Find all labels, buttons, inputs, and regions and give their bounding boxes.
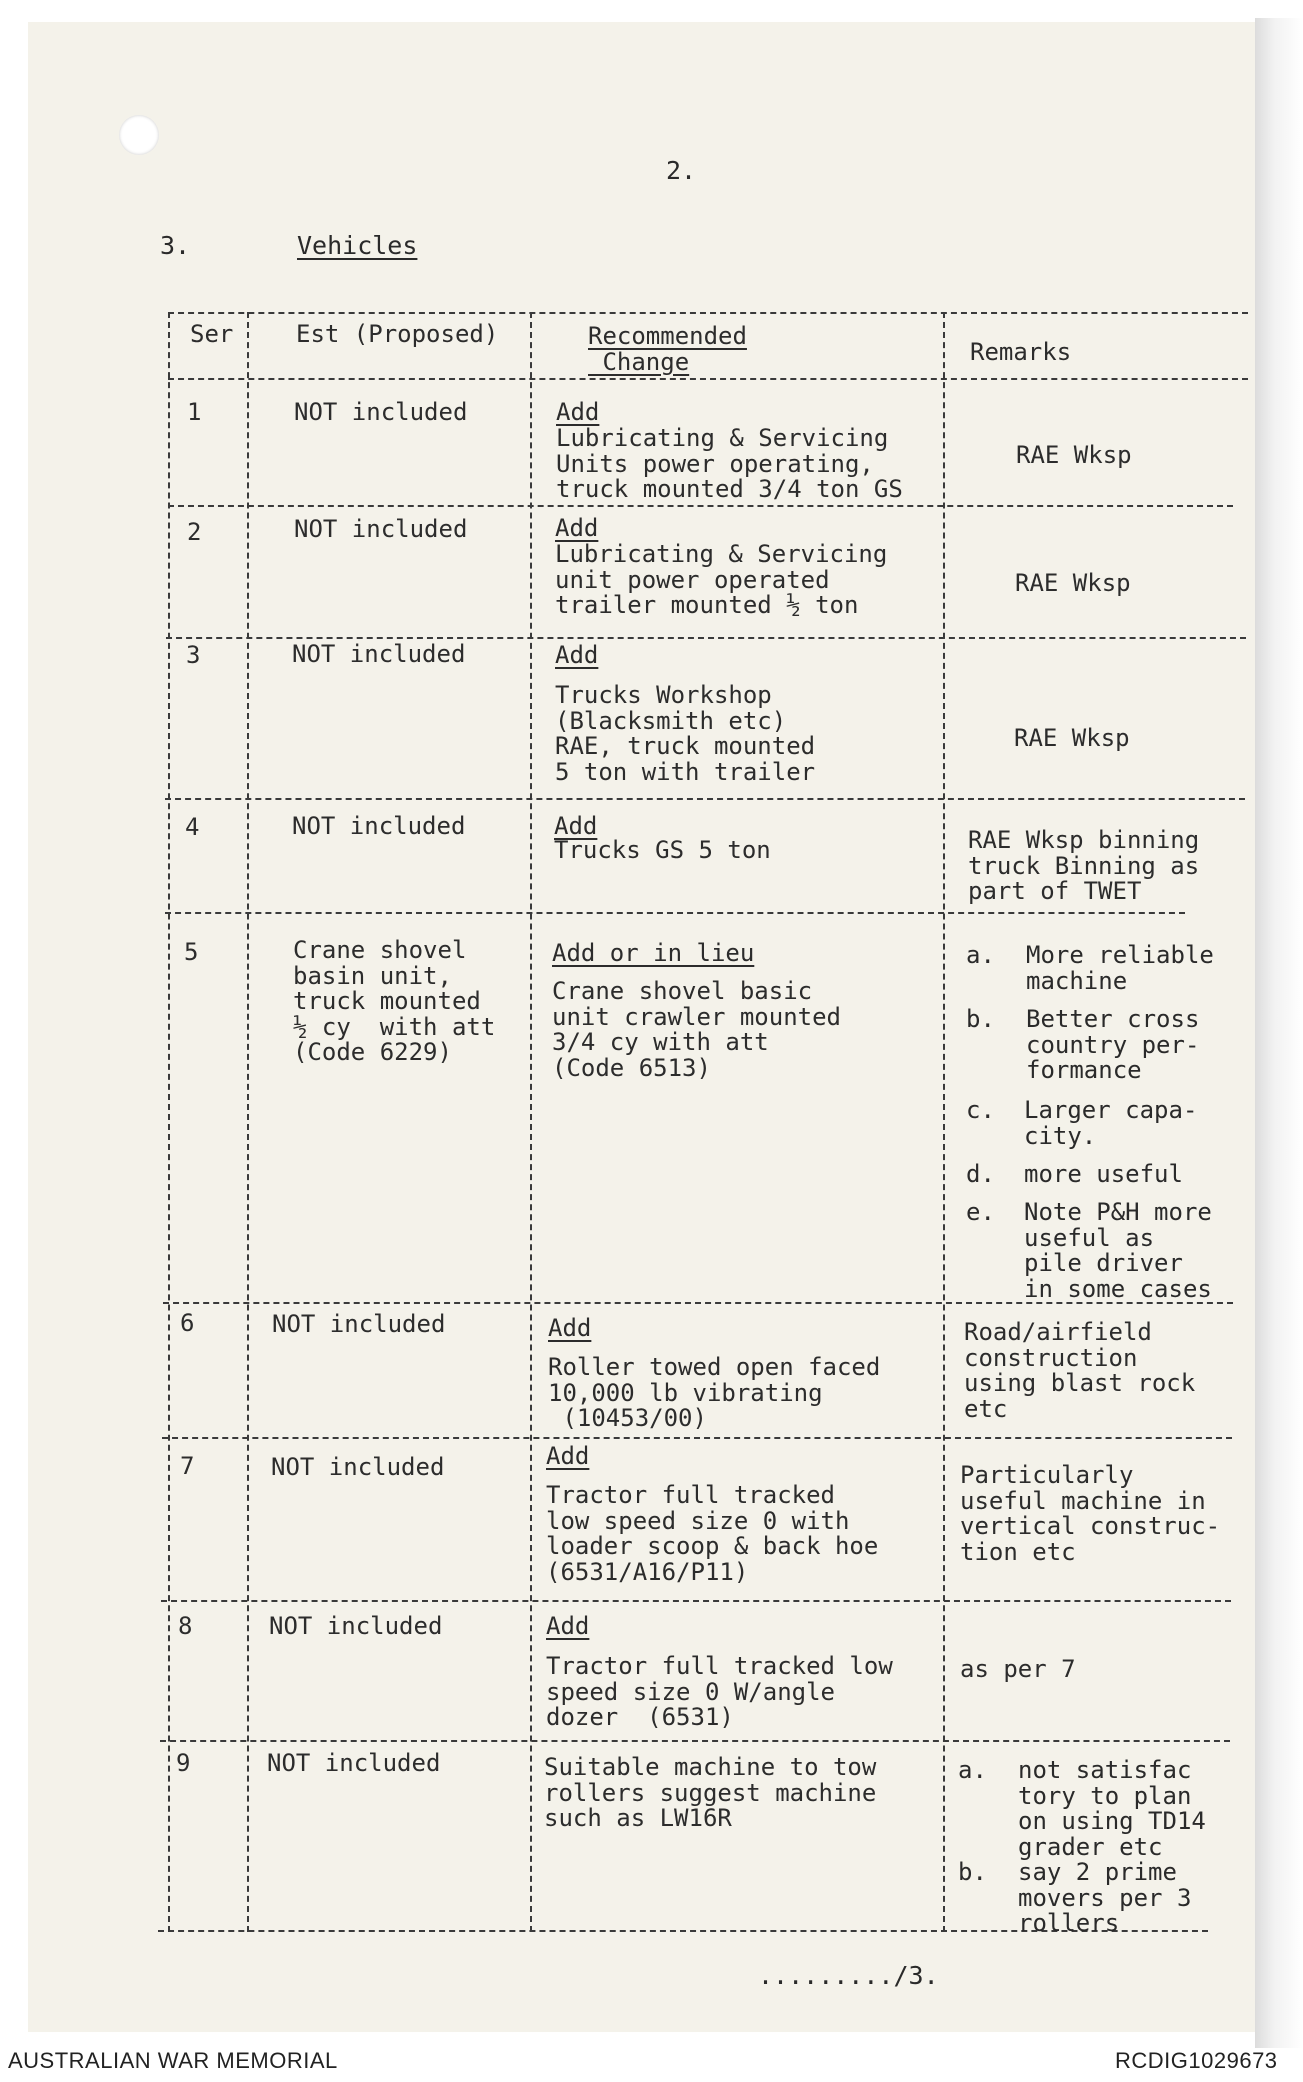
remark-label: a.	[958, 1756, 987, 1784]
row-est: NOT included	[269, 1612, 443, 1640]
row-est: Crane shovel basin unit, truck mounted ½ cy with att (Code 6229)	[293, 936, 496, 1066]
row-remarks: RAE Wksp	[1014, 724, 1130, 752]
row-ser: 3	[186, 641, 201, 669]
continuation-marker: ........./3.	[758, 1961, 939, 1990]
page-number: 2.	[666, 156, 697, 185]
remark-label: a.	[966, 941, 995, 969]
header-change: Recommended Change	[588, 322, 747, 376]
row-est: NOT included	[294, 398, 468, 426]
remark-text: say 2 prime movers per 3 rollers	[1018, 1858, 1192, 1937]
row-ser: 9	[176, 1749, 191, 1777]
row-remarks: Road/airfield construction using blast rock etc	[964, 1318, 1196, 1423]
row-ser: 2	[187, 518, 202, 546]
row-est: NOT included	[272, 1310, 446, 1338]
row-change: Trucks Workshop (Blacksmith etc) RAE, truck mounted 5 ton with trailer	[555, 681, 816, 786]
remark-text: more useful	[1024, 1160, 1183, 1188]
row-est: NOT included	[294, 515, 468, 543]
row-change-head: Add	[555, 641, 599, 669]
row-change: Trucks GS 5 ton	[554, 836, 771, 864]
row-change-head: Add	[546, 1442, 590, 1470]
row-change-head: Add	[546, 1612, 590, 1640]
row-remarks: Particularly useful machine in vertical construc- tion etc	[960, 1461, 1221, 1566]
row-change: Tractor full tracked low speed size 0 with loader scoop & back hoe (6531/A16/P11)	[546, 1481, 879, 1586]
remark-text: Better cross country per- formance	[1026, 1005, 1200, 1084]
row-remarks: RAE Wksp	[1015, 569, 1131, 597]
page-edge	[1255, 18, 1303, 2048]
footer-record-id: RCDIG1029673	[1115, 2048, 1278, 2073]
remark-label: b.	[966, 1005, 995, 1033]
row-change: Tractor full tracked low speed size 0 W/angle dozer (6531)	[546, 1652, 893, 1731]
row-est: NOT included	[267, 1749, 441, 1777]
punch-hole	[119, 115, 159, 155]
header-remarks: Remarks	[970, 338, 1072, 366]
remark-label: e.	[966, 1198, 995, 1226]
header-ser: Ser	[190, 320, 234, 348]
row-ser: 1	[187, 398, 202, 426]
row-change: Lubricating & Servicing unit power operated trailer mounted ½ ton	[555, 540, 888, 619]
row-change: Suitable machine to tow rollers suggest machine such as LW16R	[544, 1753, 877, 1832]
footer-archive-name: AUSTRALIAN WAR MEMORIAL	[8, 2048, 338, 2073]
row-remarks: as per 7	[960, 1655, 1076, 1683]
remark-label: d.	[966, 1160, 995, 1188]
row-change: Roller towed open faced 10,000 lb vibrating (10453/00)	[548, 1353, 881, 1432]
row-change-head: Add	[554, 812, 598, 840]
row-change-head: Add	[556, 398, 600, 426]
row-change: Lubricating & Servicing Units power operating, truck mounted 3/4 ton GS	[556, 424, 903, 503]
remark-text: not satisfac tory to plan on using TD14 grader etc	[1018, 1756, 1206, 1861]
row-change-head: Add or in lieu	[552, 939, 755, 967]
row-change-head: Add	[548, 1314, 592, 1342]
row-ser: 4	[185, 813, 200, 841]
row-change-head: Add	[555, 514, 599, 542]
remark-label: b.	[958, 1858, 987, 1886]
row-est: NOT included	[292, 640, 466, 668]
header-est: Est (Proposed)	[296, 320, 499, 348]
remark-text: More reliable machine	[1026, 941, 1214, 995]
row-remarks: RAE Wksp	[1016, 441, 1132, 469]
row-remarks: RAE Wksp binning truck Binning as part of TWET	[968, 826, 1200, 905]
remark-text: Note P&H more useful as pile driver in some cases	[1024, 1198, 1212, 1303]
row-est: NOT included	[271, 1453, 445, 1481]
remark-label: c.	[966, 1096, 995, 1124]
row-est: NOT included	[292, 812, 466, 840]
section-number: 3.	[160, 231, 191, 260]
remark-text: Larger capa- city.	[1024, 1096, 1198, 1150]
row-ser: 5	[184, 938, 199, 966]
row-ser: 6	[180, 1309, 195, 1337]
row-ser: 8	[178, 1612, 193, 1640]
row-change: Crane shovel basic unit crawler mounted 3/4 cy with att (Code 6513)	[552, 977, 841, 1082]
section-title: Vehicles	[297, 231, 418, 260]
row-ser: 7	[180, 1452, 195, 1480]
